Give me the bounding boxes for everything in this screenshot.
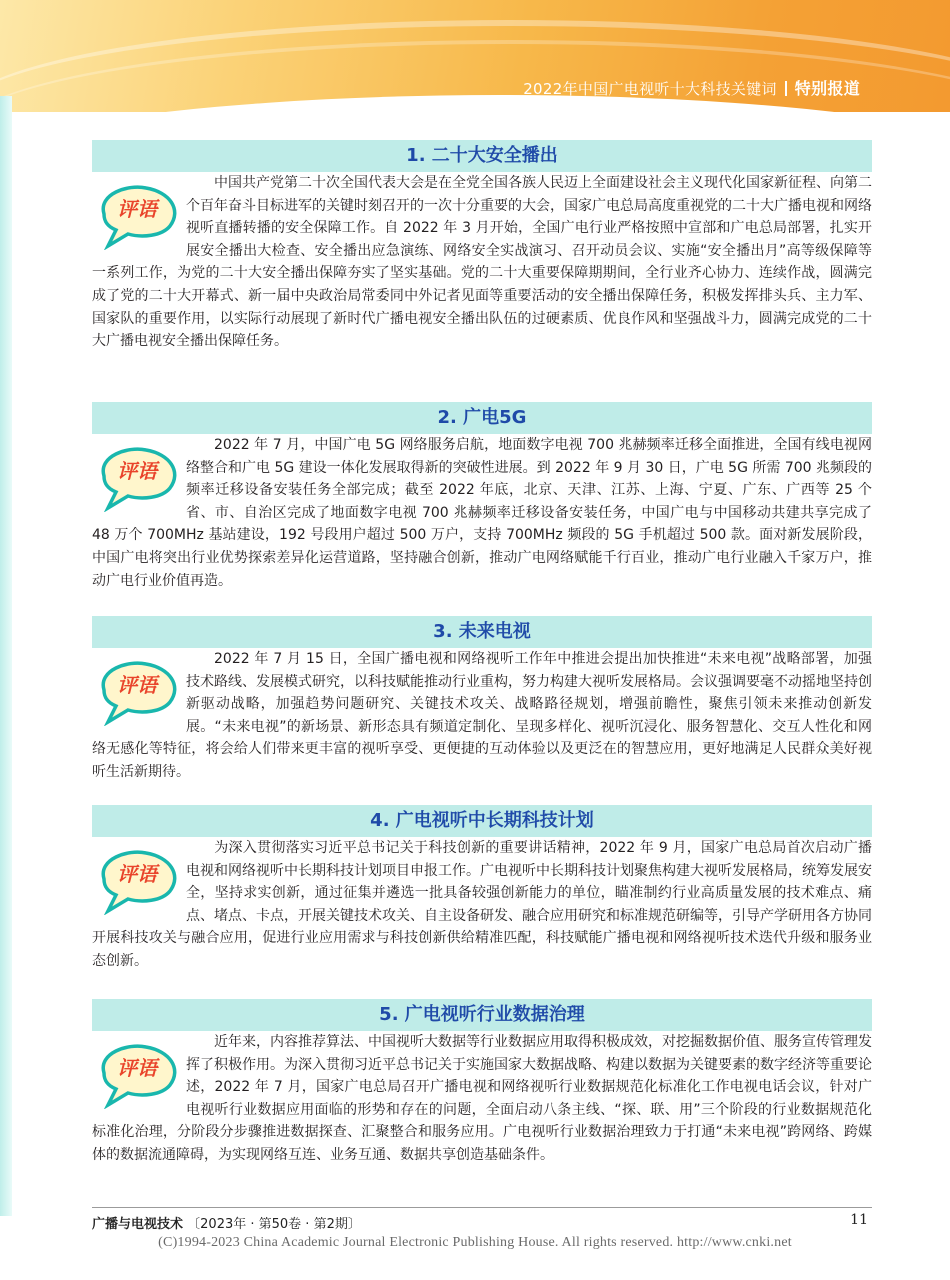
section-title: 4. 广电视听中长期科技计划 bbox=[92, 805, 872, 837]
side-strip-decoration bbox=[0, 96, 12, 1216]
comment-badge bbox=[92, 656, 182, 726]
badge-label: 评语 bbox=[117, 673, 157, 697]
section-name: 特别报道 bbox=[794, 79, 860, 98]
section-title: 3. 未来电视 bbox=[92, 616, 872, 648]
section-body bbox=[92, 648, 872, 784]
journal-issue: 〔2023年 · 第50卷 · 第2期〕 bbox=[187, 1217, 361, 1232]
journal-name: 广播与电视技术 bbox=[92, 1217, 184, 1232]
comment-badge bbox=[92, 442, 182, 512]
comment-badge bbox=[92, 180, 182, 250]
badge-label: 评语 bbox=[117, 197, 157, 221]
section-text: 2022 年 7 月，中国广电 5G 网络服务启航，地面数字电视 700 兆赫频率迁移全面推进，全国有线电视网络整合和广电 5G 建设一体化发展取得新的突破性进展。到 2022 年 9 月 30 日，广电 5G 所需 700 兆频段的频率迁移设备安装任务全部完成；截至 2022 年底，北京、天津、江苏、上海、宁夏、广东、广西等 25 个省、市、自治区完成了地面数字电视 700 兆赫频率迁移设备安装任务，中国广电与中国移动共建共享完成了 48 万个 700MHz 基站建设，192 号段用户超过 500 万户，支持 700MHz 频段的 5G 手机超过 500 款。面对新发展阶段，中国广电将突出行业优势探索差异化运营道路，坚持融合创新，推动广电网络赋能千行百业，推动广电行业融入千家万户，推动广电行业价值再造。 bbox=[92, 437, 872, 589]
section-text: 2022 年 7 月 15 日，全国广播电视和网络视听工作年中推进会提出加快推进“未来电视”战略部署，加强技术路线、发展模式研究，以科技赋能推动行业重构，努力构建大视听发展格局。会议强调要毫不动摇地坚持创新驱动战略，加强趋势问题研究、关键技术攻关、战略路径规划，增强前瞻性，聚焦引领未来推动创新发展。“未来电视”的新场景、新形态具有频道定制化、呈现多样化、视听沉浸化、服务智慧化、交互人性化和网络无感化等特征，将会给人们带来更丰富的视听享受、更便捷的互动体验以及更泛在的智慧应用，更好地满足人民群众美好视听生活新期待。 bbox=[92, 651, 872, 780]
copyright-notice: (C)1994-2023 China Academic Journal Electronic Publishing House. All rights reserved. http://www.cnki.net bbox=[158, 1235, 792, 1250]
section-body bbox=[92, 837, 872, 973]
comment-badge bbox=[92, 1039, 182, 1109]
section-5 bbox=[92, 999, 872, 1167]
page-number: 11 bbox=[850, 1212, 868, 1228]
section-1 bbox=[92, 140, 872, 353]
section-body bbox=[92, 172, 872, 353]
section-text: 近年来，内容推荐算法、中国视听大数据等行业数据应用取得积极成效，对挖掘数据价值、服务宣传管理发挥了积极作用。为深入贯彻习近平总书记关于实施国家大数据战略、构建以数据为关键要素的数字经济等重要论述，2022 年 7 月，国家广电总局召开广播电视和网络视听行业数据规范化标准化工作电视电话会议，针对广电视听行业数据应用面临的形势和存在的问题，全面启动八条主线、“探、联、用”三个阶段的行业数据规范化标准化治理，分阶段分步骤推进数据探查、汇聚整合和服务应用。广电视听行业数据治理致力于打通“未来电视”跨网络、跨媒体的数据流通障碍，为实现网络互连、业务互通、数据共享创造基础条件。 bbox=[92, 1034, 872, 1163]
section-title: 1. 二十大安全播出 bbox=[92, 140, 872, 172]
section-4 bbox=[92, 805, 872, 973]
footer-journal bbox=[92, 1213, 361, 1232]
footer-divider bbox=[92, 1207, 872, 1208]
comment-badge bbox=[92, 845, 182, 915]
header-divider bbox=[785, 81, 787, 96]
section-text: 中国共产党第二十次全国代表大会是在全党全国各族人民迈上全面建设社会主义现代化国家新征程、向第二个百年奋斗目标进军的关键时刻召开的一次十分重要的大会，国家广电总局高度重视党的二十大广播电视和网络视听直播转播的安全保障工作。自 2022 年 3 月开始，全国广电行业严格按照中宣部和广电总局部署，扎实开展安全播出大检查、安全播出应急演练、网络安全实战演习、召开动员会议、实施“安全播出月”高等级保障等一系列工作，为党的二十大安全播出保障夯实了坚实基础。党的二十大重要保障期期间，全行业齐心协力、连续作战，圆满完成了党的二十大开幕式、新一届中央政治局常委同中外记者见面等重要活动的安全播出保障任务，积极发挥排头兵、主力军、国家队的重要作用，以实际行动展现了新时代广播电视安全播出队伍的过硬素质、优良作风和坚强战斗力，圆满完成党的二十大广播电视安全播出保障任务。 bbox=[92, 175, 872, 350]
section-title: 2. 广电5G bbox=[92, 402, 872, 434]
section-body bbox=[92, 434, 872, 592]
section-title: 5. 广电视听行业数据治理 bbox=[92, 999, 872, 1031]
section-2 bbox=[92, 402, 872, 592]
section-body bbox=[92, 1031, 872, 1167]
badge-label: 评语 bbox=[117, 862, 157, 886]
section-text: 为深入贯彻落实习近平总书记关于科技创新的重要讲话精神，2022 年 9 月，国家广电总局首次启动广播电视和网络视听中长期科技计划项目申报工作。广电视听中长期科技计划聚焦构建大视听发展格局，统筹发展安全，坚持求实创新，通过征集并遴选一批具备较强创新能力的单位，瞄准制约行业高质量发展的技术难点、痛点、堵点、卡点，开展关键技术攻关、自主设备研发、融合应用研究和标准规范研编等，引导产学研用各方协同开展科技攻关与融合应用，促进行业应用需求与科技创新供给精准匹配，科技赋能广播电视和网络视听技术迭代升级和服务业态创新。 bbox=[92, 840, 872, 969]
badge-label: 评语 bbox=[117, 459, 157, 483]
badge-label: 评语 bbox=[117, 1056, 157, 1080]
running-title: 2022年中国广电视听十大科技关键词 bbox=[523, 80, 777, 98]
section-3 bbox=[92, 616, 872, 784]
running-header bbox=[523, 76, 860, 99]
